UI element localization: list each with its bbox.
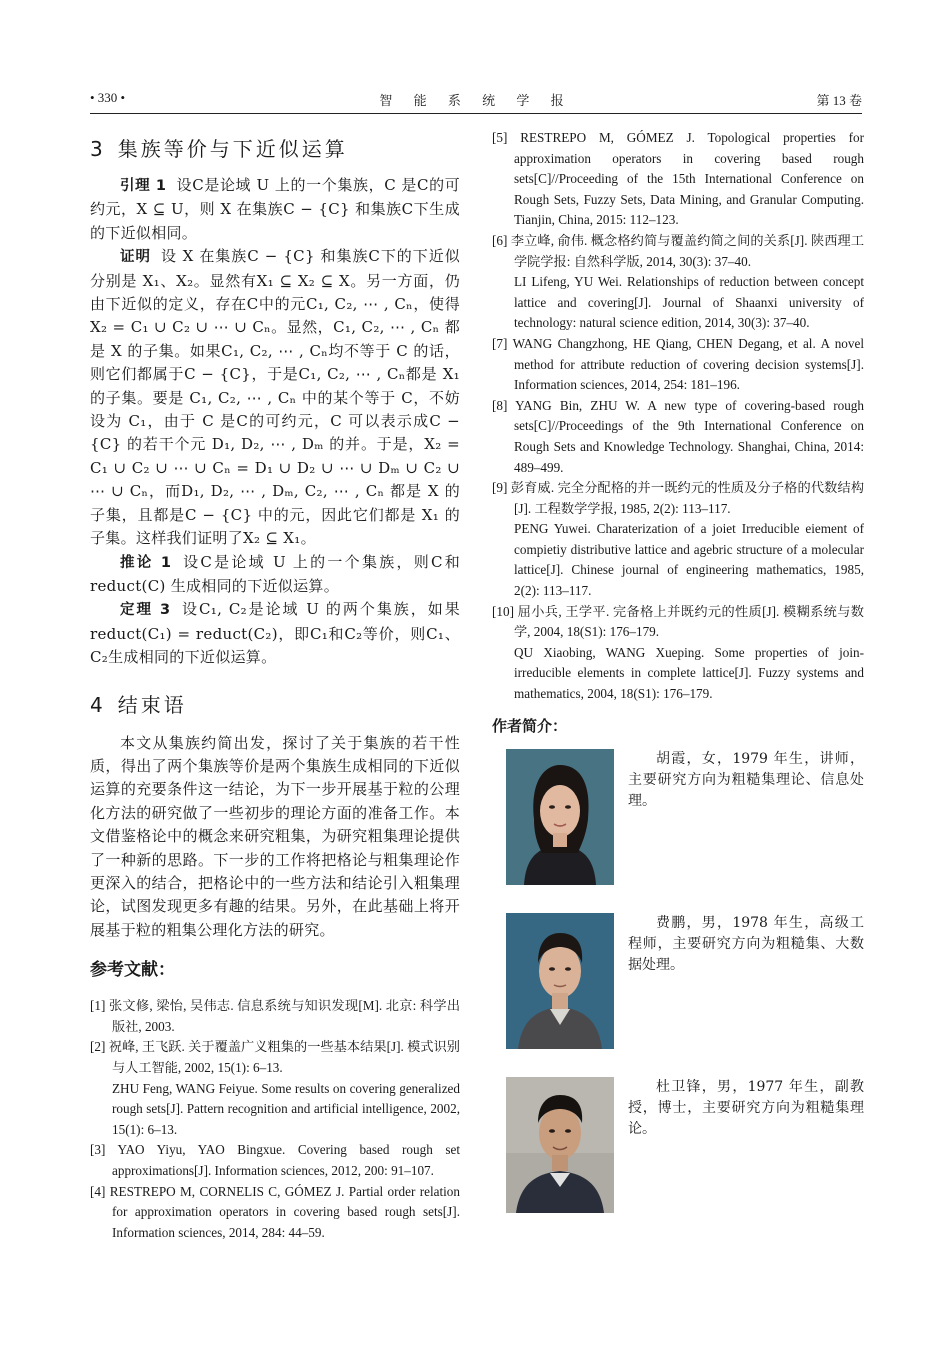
reference-label: [8] (492, 397, 508, 413)
reference-text: YANG Bin, ZHU W. A new type of covering-based rough sets[C]//Proceedings of the 9th International Conference on Rough Sets and Knowledge Technology. Shanghai, China, 2014: 489–499. (514, 397, 864, 475)
author-bio: 杜卫锋，男，1977 年生，副教授，博士，主要研究方向为粗糙集理论。 (628, 1078, 864, 1137)
author-entry (492, 1077, 864, 1237)
reference-text: YAO Yiyu, YAO Bingxue. Covering based rough set approximations[J]. Information sciences, 2012, 200: 91–107. (112, 1142, 460, 1178)
reference-item (492, 334, 864, 396)
reference-english: LI Lifeng, YU Wei. Relationships of reduction between concept lattice and covering[J]. Journal of Shaanxi university of technology: natural science edition, 2014, 30(3): 37–40. (514, 274, 864, 331)
page-number: • 330 • (90, 90, 126, 105)
references-heading: 参考文献： (90, 960, 175, 981)
references-right (492, 128, 864, 705)
proof-label: 证明 (120, 249, 151, 266)
reference-label: [10] (492, 603, 514, 619)
reference-label: [3] (90, 1142, 106, 1158)
reference-text: RESTREPO M, GÓMEZ J. Topological properties for approximation operators in covering based rough sets[C]//Proceeding of the 15th International Conference on Rough Sets, Fuzzy Sets, Data Mining, and Granular Computing. Tianjin, China, 2015: 112–123. (514, 130, 864, 228)
reference-text: WANG Changzhong, HE Qiang, CHEN Degang, et al. A novel method for attribute reduction of covering decision systems[J]. Information sciences, 2014, 254: 181–196. (512, 335, 864, 393)
section-4-title: 结束语 (117, 692, 187, 717)
corollary-1 (90, 551, 460, 599)
journal-name: 智 能 系 统 学 报 (379, 93, 573, 108)
reference-text: 屈小兵, 王学平. 完备格上并既约元的性质[J]. 模糊系统与数学, 2004, 18(S1): 176–179. (514, 603, 864, 640)
section-4-number: 4 (90, 692, 106, 717)
author-entry (492, 749, 864, 909)
corollary-1-label: 推论 1 (120, 554, 172, 571)
reference-english: QU Xiaobing, WANG Xueping. Some properties of join-irreducible elements in complete lattice[J]. Fuzzy systems and mathematics, 2004, 18(S1): 176–179. (514, 644, 864, 702)
reference-item (492, 602, 864, 705)
reference-label: [9] (492, 480, 508, 496)
right-column (492, 128, 864, 1237)
reference-english: PENG Yuwei. Charaterization of a joiet Irreducible eiement of compietiy distributive lattice and agebric structure of a molecular lattice[J]. Chinese journal of engineering mathematics, 1985, 2(2): 113–117. (514, 521, 864, 599)
references-left (90, 996, 460, 1243)
reference-text: RESTREPO M, CORNELIS C, GÓMEZ J. Partial order relation for approximation operators in covering based rough sets[J]. Information sciences, 2014, 284: 44–59. (109, 1183, 460, 1240)
author-bio: 费鹏，男，1978 年生，高级工程师，主要研究方向为粗糙集、大数据处理。 (628, 914, 864, 973)
theorem-3-text: 设C₁, C₂是论域 U 的两个集族，如果 reduct(C₁) = reduct(C₂)，即C₁和C₂等价，则C₁、C₂生成相同的下近似运算。 (90, 600, 460, 667)
lemma-1 (90, 174, 460, 245)
section-4-heading (90, 684, 460, 726)
proof-text: 设 X 在集族C − {C} 和集族C下的下近似分别是 X₁、X₂。显然有X₁ ⊆ X₂ ⊆ X。另一方面，仍由下近似的定义，存在C中的元C₁, C₂, ⋯ , Cₙ，使得 X₂ = C₁ ∪ C₂ ∪ ⋯ ∪ Cₙ。显然，C₁, C₂, ⋯ , Cₙ 都是 X 的子集。如果C₁, C₂, ⋯ , Cₙ均不等于 C 的话，则它们都属于C − {C}，于是C₁, C₂, ⋯ , Cₙ都是 X₁ 的子集。要是 C₁, C₂, ⋯ , Cₙ 中的某个等于 C，不妨设为 C₁，由于 C 是C的可约元，C 可以表示成C − {C} 的若干个元 D₁, D₂, ⋯ , Dₘ 的并。于是，X₂ = C₁ ∪ C₂ ∪ ⋯ ∪ Cₙ = D₁ ∪ D₂ ∪ ⋯ ∪ Dₘ ∪ C₂ ∪ ⋯ ∪ Cₙ，而D₁, D₂, ⋯ , Dₘ, C₂, ⋯ , Cₙ 都是 X 的子集，且都是C − {C} 中的元，因此它们都是 X₁ 的子集。这样我们证明了X₂ ⊆ X₁。 (90, 247, 460, 548)
reference-english: ZHU Feng, WANG Feiyue. Some results on covering generalized rough sets[J]. Pattern recognition and artificial intelligence, 2002, 15(1): 6–13. (112, 1080, 460, 1137)
reference-item (90, 1037, 460, 1140)
left-column (90, 128, 460, 1243)
reference-item (90, 996, 460, 1037)
conclusion-text: 本文从集族约简出发，探讨了关于集族的若干性质，得出了两个集族等价是两个集族生成相同的下近似运算的充要条件这一结论，为下一步开展基于粒的公理化方法的研究做了一些初步的理论方面的准备工作。本文借鉴格论中的概念来研究粗集，为研究粗集理论提供了一种新的思路。下一步的工作将把格论与粗集理论作更深入的结合，把格论中的一些方法和结论引入粗集理论，试图发现更多有趣的结果。另外，在此基础上将开展基于粒的粗集公理化方法的研究。 (90, 733, 460, 939)
author-bio-heading: 作者简介： (492, 716, 568, 735)
section-3-heading (90, 128, 460, 170)
section-3-number: 3 (90, 137, 106, 161)
section-3-title: 集族等价与下近似运算 (117, 137, 348, 161)
reference-text: 彭育威. 完全分配格的并一既约元的性质及分子格的代数结构[J]. 工程数学学报, 1985, 2(2): 113–117. (510, 480, 865, 516)
corollary-1-text: 设C是论域 U 上的一个集族，则C和 reduct(C) 生成相同的下近似运算。 (90, 552, 460, 595)
author-photo (506, 913, 614, 1049)
author-entry (492, 913, 864, 1073)
reference-label: [5] (492, 130, 508, 145)
reference-item (492, 396, 864, 478)
author-photo (506, 1077, 614, 1213)
reference-item (492, 478, 864, 602)
theorem-3-label: 定理 3 (120, 602, 171, 619)
author-photo (506, 749, 614, 885)
lemma-1-text: 设C是论域 U 上的一个集族，C 是C的可约元，X ⊆ U，则 X 在集族C − {C} 和集族C下生成的下近似相同。 (90, 176, 460, 242)
page-header (90, 88, 862, 114)
reference-text: 张文修, 梁怡, 吴伟志. 信息系统与知识发现[M]. 北京: 科学出版社, 2003. (108, 998, 461, 1034)
lemma-1-label: 引理 1 (120, 178, 167, 194)
reference-label: [1] (90, 998, 106, 1014)
reference-label: [4] (90, 1183, 106, 1199)
volume-label: 第 13 卷 (816, 93, 862, 108)
reference-item (492, 231, 864, 334)
theorem-3 (90, 598, 460, 669)
reference-label: [2] (90, 1039, 106, 1055)
reference-label: [6] (492, 232, 508, 248)
reference-text: 李立峰, 俞伟. 概念格约简与覆盖约简之间的关系[J]. 陕西理工学院学报: 自然科学版, 2014, 30(3): 37–40. (510, 232, 865, 269)
reference-item (492, 128, 864, 231)
reference-text: 祝峰, 王飞跃. 关于覆盖广义粗集的一些基本结果[J]. 模式识别与人工智能, 2002, 15(1): 6–13. (108, 1039, 460, 1075)
reference-item (90, 1140, 460, 1181)
reference-label: [7] (492, 335, 508, 351)
reference-item (90, 1182, 460, 1244)
author-bio: 胡霞，女，1979 年生，讲师，主要研究方向为粗糙集理论、信息处理。 (628, 750, 864, 809)
proof (90, 245, 460, 550)
